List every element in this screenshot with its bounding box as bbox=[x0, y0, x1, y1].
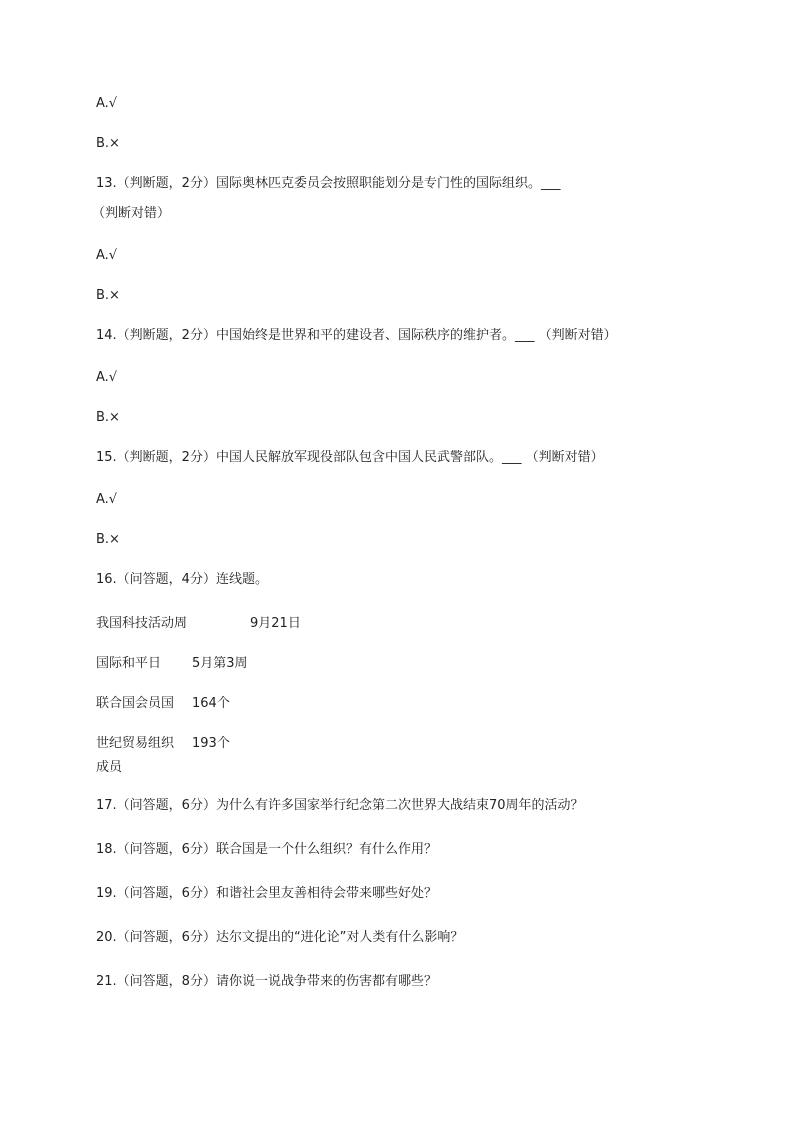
option-b-q12: B.× bbox=[96, 136, 120, 151]
question-21: 21.（问答题，8分）请你说一说战争带来的伤害都有哪些？ bbox=[96, 974, 437, 989]
option-a-q15: A.√ bbox=[96, 492, 118, 507]
match-right-3: 164个 bbox=[192, 696, 230, 711]
option-b-q14: B.× bbox=[96, 410, 120, 425]
question-13-suffix: （判断对错） bbox=[92, 206, 171, 221]
option-a-q12: A.√ bbox=[96, 96, 118, 111]
match-right-2: 5月第3周 bbox=[192, 656, 248, 671]
question-14: 14.（判断题，2分）中国始终是世界和平的建设者、国际秩序的维护者。___ （判断对错） bbox=[96, 328, 617, 343]
question-19: 19.（问答题，6分）和谐社会里友善相待会带来哪些好处？ bbox=[96, 886, 437, 901]
option-b-q13: B.× bbox=[96, 288, 120, 303]
option-b-q15: B.× bbox=[96, 532, 120, 547]
match-left-4-cont: 成员 bbox=[96, 760, 123, 775]
question-20: 20.（问答题，6分）达尔文提出的“进化论”对人类有什么影响？ bbox=[96, 930, 464, 945]
match-left-2: 国际和平日 bbox=[96, 656, 162, 671]
match-right-4: 193个 bbox=[192, 736, 230, 751]
question-16: 16.（问答题，4分）连线题。 bbox=[96, 572, 268, 587]
question-18: 18.（问答题，6分）联合国是一个什么组织？有什么作用？ bbox=[96, 842, 437, 857]
question-17: 17.（问答题，6分）为什么有许多国家举行纪念第二次世界大战结束70周年的活动？ bbox=[96, 798, 584, 813]
question-15: 15.（判断题，2分）中国人民解放军现役部队包含中国人民武警部队。___ （判断对错） bbox=[96, 450, 604, 465]
match-left-3: 联合国会员国 bbox=[96, 696, 175, 711]
option-a-q13: A.√ bbox=[96, 248, 118, 263]
match-left-1: 我国科技活动周 bbox=[96, 616, 188, 631]
match-left-4: 世纪贸易组织 bbox=[96, 736, 175, 751]
option-a-q14: A.√ bbox=[96, 370, 118, 385]
question-13: 13.（判断题，2分）国际奥林匹克委员会按照职能划分是专门性的国际组织。___ bbox=[96, 176, 561, 191]
match-right-1: 9月21日 bbox=[250, 616, 301, 631]
